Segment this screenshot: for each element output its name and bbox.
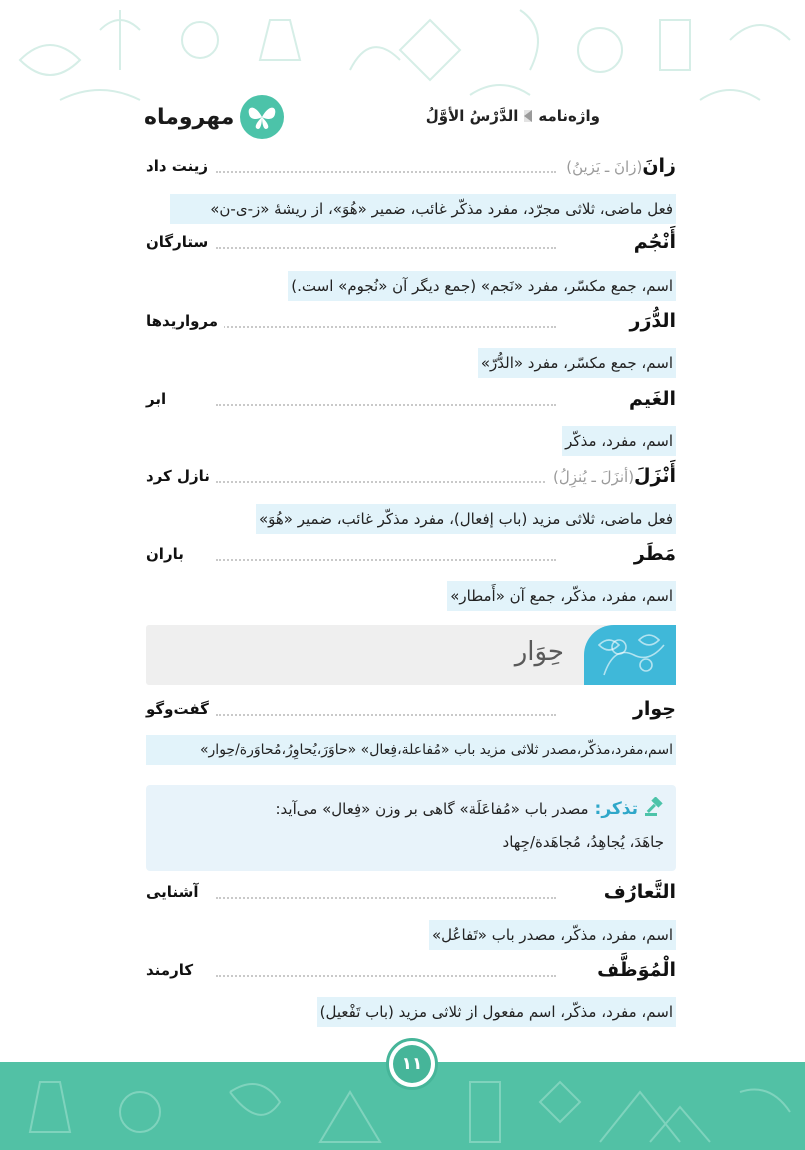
entry-head	[146, 155, 676, 185]
entry-meaning: آشنایی	[146, 883, 204, 901]
chevron-left-icon	[524, 110, 532, 122]
page-number-text: ۱۱	[393, 1045, 431, 1083]
entry-grammar: اسم، مفرد، مذکّر	[562, 426, 676, 456]
entry-root: (زانَ ـ يَزينُ)	[566, 158, 643, 176]
note-label: تذکر:	[594, 799, 638, 819]
entry-word: أَنْجُم	[628, 231, 676, 253]
floral-ornament-icon	[584, 625, 676, 685]
page-header	[140, 93, 680, 143]
entry-head	[146, 310, 676, 340]
note-text: مصدر باب «مُفاعَلَة» گاهی بر وزن «فِعال» می‌آید:	[275, 800, 589, 818]
entry-word: الْمُوَظَّف	[591, 959, 676, 981]
entry-meaning: گفت‌وگو	[146, 700, 215, 718]
entry-grammar: اسم،مفرد،مذکّر،مصدر ثلاثی مزید باب «مُفاعلة،فِعال» «حاوَرَ،یُحاوِرُ،مُحاوَرة/حِوار»	[146, 735, 676, 765]
entry-meaning: مرواریدها	[146, 312, 224, 330]
entry-word: زانَ(زانَ ـ يَزينُ)	[560, 155, 676, 177]
entry-head	[146, 465, 676, 495]
entry-meaning: کارمند	[146, 961, 199, 979]
entry-meaning: ستارگان	[146, 233, 214, 251]
note-line-1	[276, 797, 665, 821]
entry-grammar: اسم، مفرد، مذکّر، مصدر باب «تَفاعُل»	[429, 920, 676, 950]
entry-grammar: اسم، مفرد، مذکّر، جمع آن «أَمطار»	[447, 581, 676, 611]
entry-meaning: باران	[146, 545, 190, 563]
breadcrumb-lesson[interactable]: الدَّرْسُ الأوَّلُ	[425, 107, 519, 125]
entry-word: أَنْزَلَ(أنزَلَ ـ يُنزِلُ)	[547, 465, 676, 487]
note-box	[146, 785, 676, 871]
entry-meaning: زینت داد	[146, 157, 214, 175]
butterfly-icon	[240, 95, 284, 139]
entry-word: مَطَر	[628, 543, 676, 565]
entry-grammar: اسم، مفرد، مذکّر، اسم مفعول از ثلاثی مزید (باب تَفْعیل)	[317, 997, 676, 1027]
entry-meaning: نازل کرد	[146, 467, 216, 485]
entry-head	[146, 959, 676, 989]
breadcrumb-section[interactable]: واژه‌نامه	[538, 107, 600, 125]
entry-head	[146, 388, 676, 418]
entry-root: (أنزَلَ ـ يُنزِلُ)	[553, 468, 635, 486]
brand-name: مهروماه	[144, 104, 235, 130]
entry-grammar: اسم، جمع مکسّر، مفرد «نَجم» (جمع دیگر آن «نُجوم» است.)	[288, 271, 676, 301]
entry-head	[146, 543, 676, 573]
entry-word: الغَيم	[623, 388, 676, 410]
entry-head	[146, 698, 676, 728]
entry-head	[146, 231, 676, 261]
section-title: حِوَار	[514, 637, 564, 667]
section-banner	[146, 625, 676, 685]
breadcrumb	[426, 107, 600, 125]
page-number	[386, 1038, 438, 1090]
entry-meaning: ابر	[146, 390, 172, 408]
entry-grammar: اسم، جمع مکسّر، مفرد «الدُّرّ»	[478, 348, 676, 378]
entry-head	[146, 881, 676, 911]
entry-word: التَّعارُف	[598, 881, 676, 903]
entry-grammar: فعل ماضی، ثلاثی مزید (باب إفعال)، مفرد مذکّر غائب، ضمیر «هُوَ»	[256, 504, 676, 534]
entry-grammar: فعل ماضی، ثلاثی مجرّد، مفرد مذکّر غائب، ضمیر «هُوَ»، از ریشهٔ «ز-ی-ن»	[170, 194, 676, 224]
brand-logo	[144, 95, 284, 139]
entry-word: حِوار	[627, 698, 676, 720]
entry-word: الدُّرَر	[624, 310, 677, 332]
note-example: جاهَدَ، یُجاهِدُ، مُجاهَدة/جِهاد	[502, 833, 664, 851]
gavel-icon	[644, 797, 664, 821]
